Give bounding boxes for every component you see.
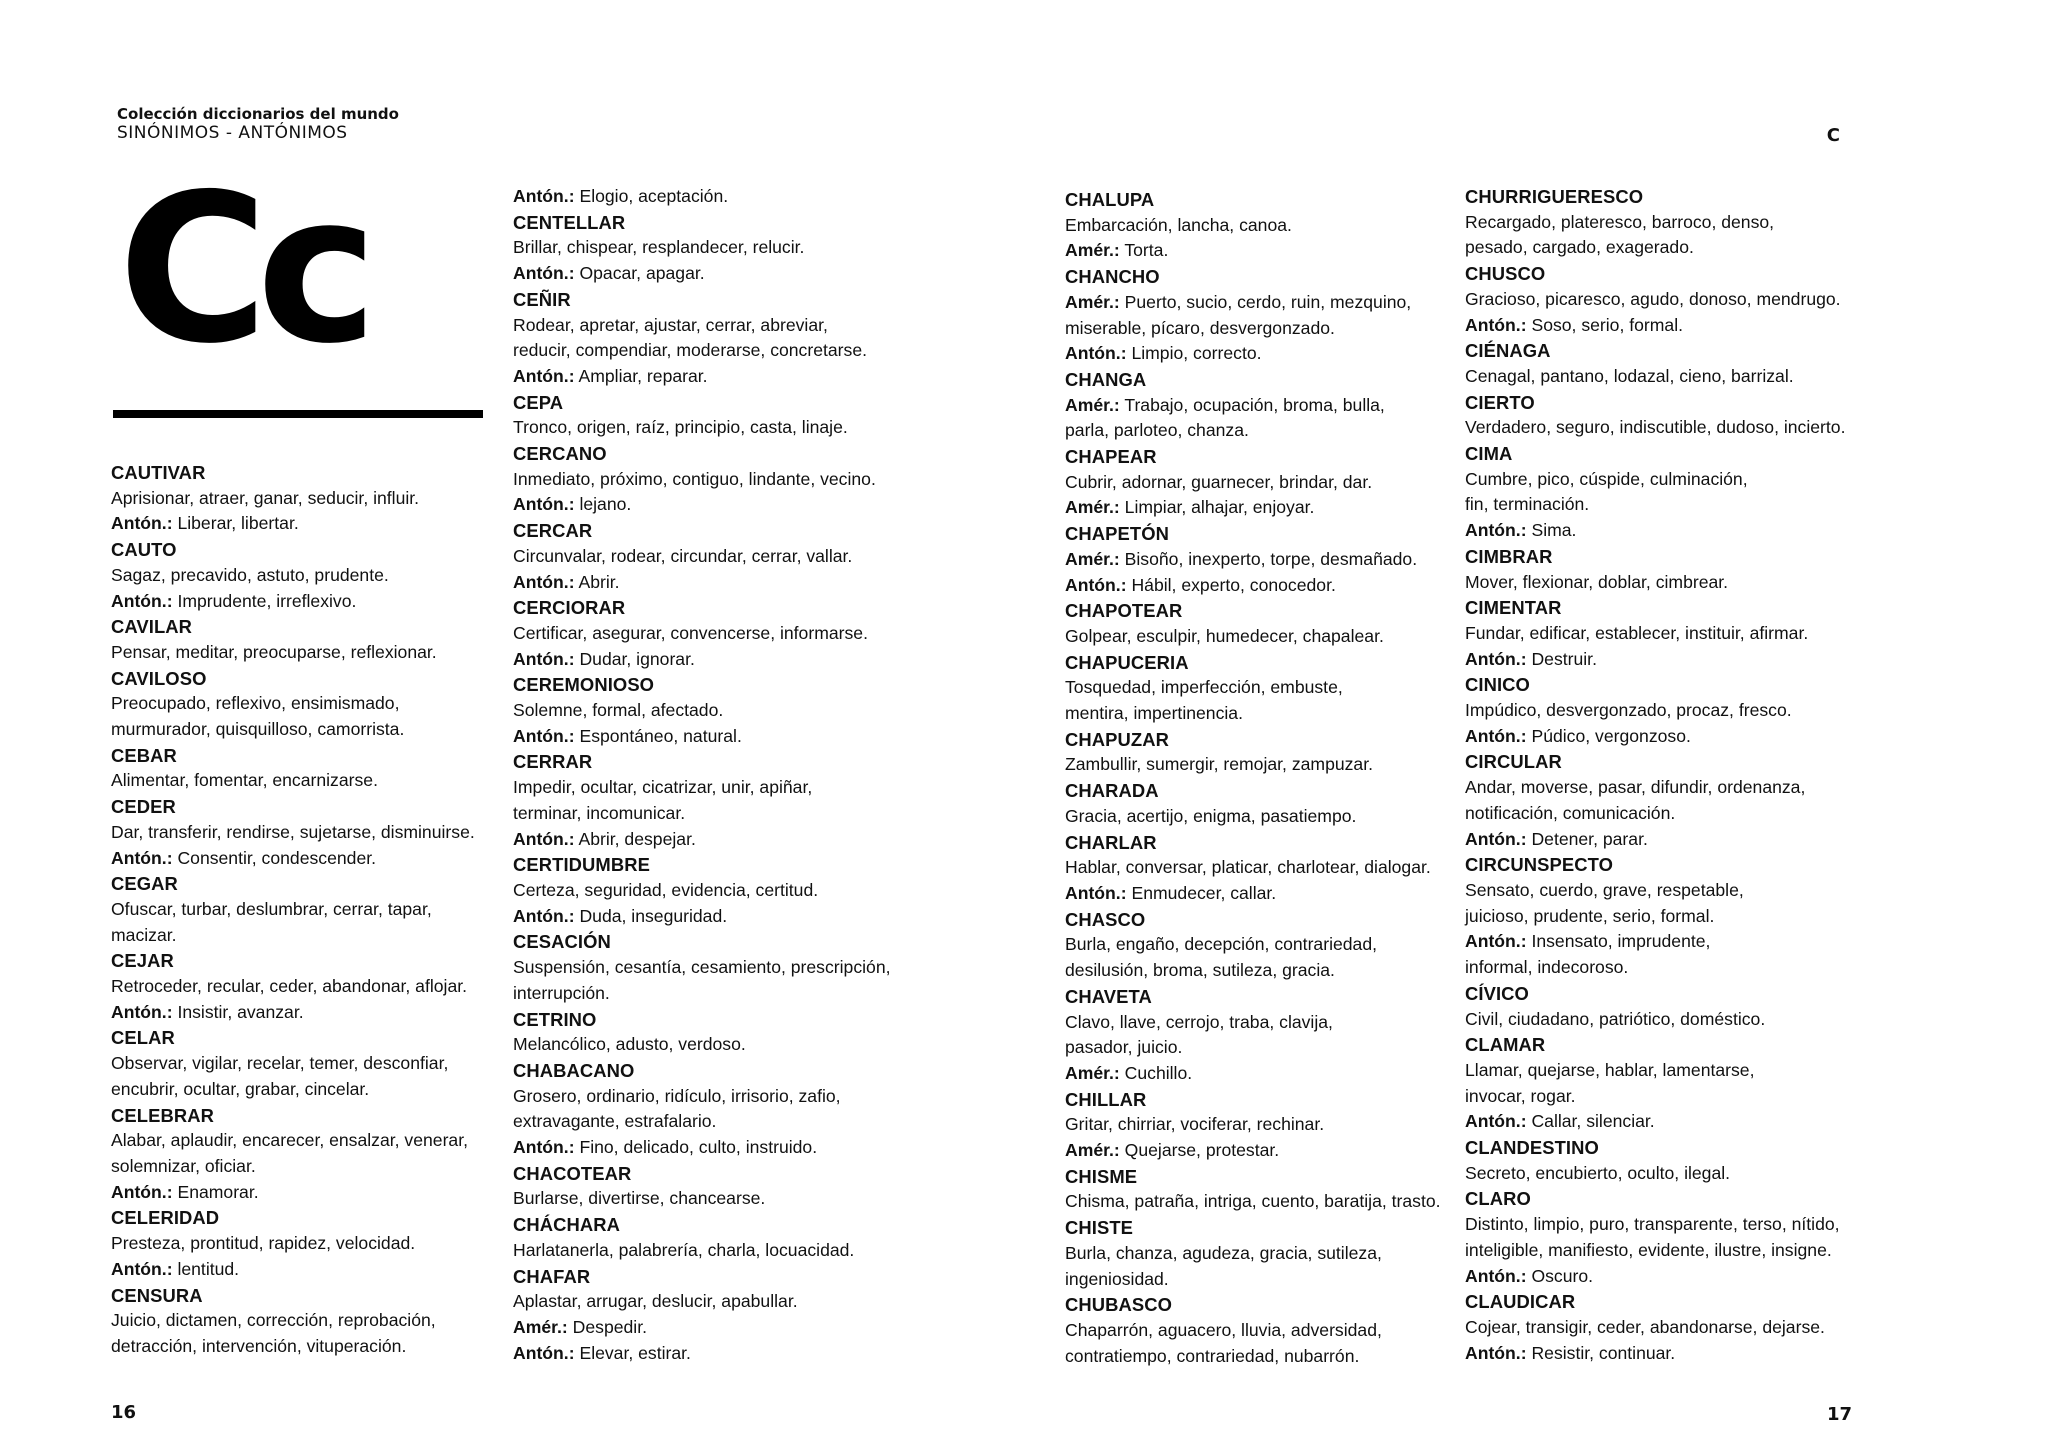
entry-definition: invocar, rogar. [1465,1085,1576,1106]
entry-headword: CERTIDUMBRE [513,854,650,876]
entry-label: Amér.: [1065,1062,1120,1083]
entry-label-line [1065,238,1441,264]
entry-definition: Mover, flexionar, doblar, cimbrear. [1465,571,1729,592]
section-letter: C [1826,125,1840,146]
entry-definition: Cubrir, adornar, guarnecer, brindar, dar. [1065,471,1373,492]
entry-headword: CINICO [1465,674,1530,696]
entry-definition: Cuchillo. [1124,1062,1193,1083]
entry-label: Antón.: [513,571,575,592]
entry-headword: CIRCUNSPECTO [1465,854,1614,876]
entry-definition: lentitud. [177,1258,240,1279]
entry-definition: Burla, chanza, agudeza, gracia, sutileza, [1065,1242,1382,1263]
entry-label: Antón.: [111,847,173,868]
entry-definition: reducir, compendiar, moderarse, concretarse. [513,340,867,361]
entry-definition: notificación, comunicación. [1465,802,1676,823]
entry-definition: Gracia, acertijo, enigma, pasatiempo. [1065,805,1357,826]
entry-definition: Circunvalar, rodear, circundar, cerrar, vallar. [513,545,853,566]
entry-definition: desilusión, broma, sutileza, gracia. [1065,960,1335,981]
entry-label: Antón.: [1465,1342,1527,1363]
entry-definition: Elogio, aceptación. [579,186,729,206]
entry-label: Antón.: [111,513,173,534]
entry-label: Antón.: [513,263,575,284]
column-4 [1465,184,1845,1366]
entry-definition: Recargado, plateresco, barroco, denso, [1465,211,1775,232]
entry-label-line [513,1135,891,1161]
entry-definition: Hablar, conversar, platicar, charlotear, dialogar. [1065,857,1431,878]
entry-label-line [1465,724,1845,750]
entry-headword: CEBAR [111,744,177,766]
entry-definition: Dar, transferir, rendirse, sujetarse, disminuirse. [111,821,475,842]
entry-headword: CHASCO [1065,908,1146,930]
entry-definition: Melancólico, adusto, verdoso. [513,1034,746,1055]
entry-label: Amér.: [1065,1140,1120,1161]
entry-definition: contratiempo, contrariedad, nubarrón. [1065,1345,1360,1366]
entry-definition: Burlarse, divertirse, chancearse. [513,1188,766,1209]
entry-definition: Insistir, avanzar. [177,1001,304,1022]
column-2 [513,184,891,1366]
entry-definition: pesado, cargado, exagerado. [1465,237,1694,258]
collection-name: Colección diccionarios del mundo [117,105,399,123]
entry-label: Antón.: [1465,931,1527,952]
entry-headword: CHAVETA [1065,985,1152,1007]
entry-definition: Impúdico, desvergonzado, procaz, fresco. [1465,700,1792,721]
entry-definition: Chisma, patraña, intriga, cuento, baratija, trasto. [1065,1191,1441,1212]
entry-headword: CIRCULAR [1465,751,1562,773]
entry-headword: CIMENTAR [1465,597,1562,619]
entry-definition: Certeza, seguridad, evidencia, certitud. [513,879,819,900]
entry-label-line [111,511,475,537]
entry-headword: CEGAR [111,873,178,895]
entry-headword: CENTELLAR [513,211,626,233]
entry-definition: murmurador, quisquilloso, camorrista. [111,719,405,740]
entry-headword: CHABACANO [513,1059,635,1081]
entry-definition: Cenagal, pantano, lodazal, cieno, barrizal. [1465,365,1794,386]
entry-definition: Ofuscar, turbar, deslumbrar, cerrar, tapar, [111,898,432,919]
entry-label: Antón.: [1465,1111,1527,1132]
entry-definition: Quejarse, protestar. [1124,1140,1280,1161]
entry-label: Amér.: [1065,497,1120,518]
entry-definition: Callar, silenciar. [1531,1111,1655,1132]
entry-label-line [111,1000,475,1026]
entry-definition: interrupción. [513,982,610,1003]
entry-label-line [513,492,891,518]
entry-label-line [513,364,891,390]
entry-definition: Consentir, condescender. [177,847,377,868]
entry-headword: CERCIORAR [513,597,626,619]
entry-label-line [1465,313,1845,339]
entry-definition: Dudar, ignorar. [579,648,695,669]
entry-headword: CAVILAR [111,616,193,638]
entry-headword: CHISTE [1065,1217,1134,1239]
entry-headword: CHAPUZAR [1065,728,1169,750]
entry-headword: CÍVICO [1465,982,1529,1004]
entry-definition: Secreto, encubierto, oculto, ilegal. [1465,1162,1731,1183]
entry-definition: Solemne, formal, afectado. [513,700,724,721]
entry-label: Antón.: [1465,1265,1527,1286]
entry-definition: Andar, moverse, pasar, difundir, ordenanza, [1465,777,1806,798]
entry-definition: Sensato, cuerdo, grave, respetable, [1465,879,1744,900]
entry-label-line [1065,881,1441,907]
entry-definition: mentira, impertinencia. [1065,703,1243,724]
entry-definition: Alabar, aplaudir, encarecer, ensalzar, venerar, [111,1130,468,1151]
entry-definition: Enmudecer, callar. [1131,882,1277,903]
entry-label: Antón.: [1465,520,1527,541]
entry-definition: inteligible, manifiesto, evidente, ilustre, insigne. [1465,1239,1832,1260]
entry-definition: Llamar, quejarse, hablar, lamentarse, [1465,1059,1755,1080]
entry-definition: Golpear, esculpir, humedecer, chapalear. [1065,625,1384,646]
entry-definition: Suspensión, cesantía, cesamiento, prescripción, [513,957,891,978]
entry-definition: Verdadero, seguro, indiscutible, dudoso, incierto. [1465,417,1846,438]
entry-headword: CAUTIVAR [111,462,206,483]
entry-definition: Burla, engaño, decepción, contrariedad, [1065,934,1378,955]
entry-definition: Brillar, chispear, resplandecer, relucir. [513,237,805,258]
entry-definition: Liberar, libertar. [177,513,299,534]
entry-label-line [111,846,475,872]
entry-headword: CERRAR [513,751,593,773]
entry-headword: CELEBRAR [111,1104,214,1126]
entry-definition: extravagante, estrafalario. [513,1111,717,1132]
entry-definition: Impedir, ocultar, cicatrizar, unir, apiñar, [513,777,813,798]
entry-label: Antón.: [513,905,575,926]
entry-headword: CENSURA [111,1284,203,1306]
entry-definition: Preocupado, reflexivo, ensimismado, [111,693,400,714]
entry-headword: CHALUPA [1065,189,1155,210]
entry-label: Amér.: [1065,240,1120,261]
entry-definition: Hábil, experto, conocedor. [1131,574,1336,595]
entry-definition: Elevar, estirar. [579,1342,691,1363]
entry-headword: CLAMAR [1465,1034,1546,1056]
entry-label-line [1465,518,1845,544]
entry-label-line [1065,573,1441,599]
entry-headword: CESACIÓN [513,931,611,953]
entry-headword: CHAPEAR [1065,446,1157,468]
entry-label: Antón.: [111,590,173,611]
book-title: SINÓNIMOS - ANTÓNIMOS [117,123,348,143]
entry-headword: CERCANO [513,443,607,465]
entry-definition: Sima. [1531,520,1577,541]
entry-label-line [513,570,891,596]
entry-definition: Observar, vigilar, recelar, temer, desconfiar, [111,1053,449,1074]
entry-headword: CIERTO [1465,391,1535,413]
entry-definition: Certificar, asegurar, convencerse, informarse. [513,622,868,643]
entry-label: Amér.: [1065,291,1120,312]
entry-label-line [1465,1109,1845,1135]
entry-label-line [1065,1138,1441,1164]
entry-headword: CHARLAR [1065,831,1157,853]
entry-definition: Destruir. [1531,648,1597,669]
entry-label-line [111,1257,475,1283]
entry-headword: CHARADA [1065,780,1159,802]
entry-definition: Retroceder, recular, ceder, abandonar, aflojar. [111,976,468,997]
entry-definition: macizar. [111,924,177,945]
entry-headword: CHANCHO [1065,266,1160,288]
entry-definition: lejano. [579,494,632,515]
entry-definition: Enamorar. [177,1181,259,1202]
entry-definition: Cumbre, pico, cúspide, culminación, [1465,468,1748,489]
entry-label-line [1065,495,1441,521]
entry-definition: pasador, juicio. [1065,1037,1183,1058]
entry-label: Amér.: [513,1316,568,1337]
entry-label-line [513,1315,891,1341]
entry-headword: CHAPOTEAR [1065,600,1183,622]
entry-definition: Sagaz, precavido, astuto, prudente. [111,564,389,585]
entry-definition: Chaparrón, aguacero, lluvia, adversidad, [1065,1319,1382,1340]
entry-definition: Limpiar, alhajar, enjoyar. [1124,497,1315,518]
entry-definition: Presteza, prontitud, rapidez, velocidad. [111,1233,416,1254]
entry-headword: CELERIDAD [111,1207,220,1229]
entry-definition: terminar, incomunicar. [513,802,686,823]
entry-label-line [1065,393,1441,419]
entry-label: Antón.: [1465,725,1527,746]
entry-definition: Cojear, transigir, ceder, abandonarse, dejarse. [1465,1316,1825,1337]
entry-definition: miserable, pícaro, desvergonzado. [1065,317,1335,338]
entry-definition: Tosquedad, imperfección, embuste, [1065,677,1343,698]
entry-label: Antón.: [513,186,575,206]
entry-headword: CEJAR [111,950,174,972]
entry-label: Antón.: [513,494,575,515]
page-number-right: 17 [1827,1404,1853,1425]
entry-definition: Soso, serio, formal. [1531,314,1684,335]
entry-definition: Torta. [1124,240,1169,261]
entry-definition: Limpio, correcto. [1131,343,1262,364]
entry-definition: detracción, intervención, vituperación. [111,1335,407,1356]
entry-headword: CHILLAR [1065,1088,1147,1110]
entry-headword: CHAPUCERIA [1065,651,1189,673]
entry-definition: Zambullir, sumergir, remojar, zampuzar. [1065,754,1373,775]
entry-label-line [513,184,891,210]
page-number-left: 16 [111,1402,137,1423]
entry-definition: Duda, inseguridad. [579,905,728,926]
entry-label-line [1465,1264,1845,1290]
entry-headword: CERCAR [513,520,593,542]
entry-label-line [1065,547,1441,573]
entry-definition: Oscuro. [1531,1265,1594,1286]
entry-label-line [513,647,891,673]
entry-definition: Rodear, apretar, ajustar, cerrar, abreviar, [513,314,828,335]
entry-label: Antón.: [1465,828,1527,849]
column-1 [111,460,475,1360]
entry-label-line [1065,341,1441,367]
entry-definition: Pensar, meditar, preocuparse, reflexionar. [111,641,437,662]
entry-headword: CEREMONIOSO [513,674,655,696]
entry-definition: fin, terminación. [1465,494,1590,515]
entry-label: Antón.: [111,1181,173,1202]
entry-label-line [111,1180,475,1206]
entry-definition: Embarcación, lancha, canoa. [1065,214,1292,235]
entry-definition: Púdico, vergonzoso. [1531,725,1691,746]
entry-label-line [513,904,891,930]
entry-definition: Abrir, despejar. [578,828,696,849]
entry-label: Antón.: [513,648,575,669]
entry-label-line [1465,827,1845,853]
section-divider [113,410,483,418]
book-header [117,105,399,143]
entry-label: Antón.: [513,1137,575,1158]
entry-headword: CHACOTEAR [513,1162,632,1184]
entry-definition: Civil, ciudadano, patriótico, doméstico. [1465,1008,1766,1029]
entry-headword: CHAFAR [513,1265,591,1287]
entry-label: Amér.: [1065,548,1120,569]
entry-headword: CHANGA [1065,368,1147,390]
entry-label: Antón.: [513,365,575,386]
entry-label-line [513,1341,891,1367]
entry-definition: Opacar, apagar. [579,263,705,284]
entry-label: Antón.: [111,1001,173,1022]
entry-definition: Harlatanerla, palabrería, charla, locuacidad. [513,1239,855,1260]
entry-headword: CETRINO [513,1008,597,1030]
entry-headword: CLARO [1465,1188,1531,1210]
entry-definition: Inmediato, próximo, contiguo, lindante, vecino. [513,468,876,489]
entry-headword: CIMA [1465,443,1513,465]
entry-definition: Ampliar, reparar. [578,365,708,386]
entry-definition: Gritar, chirriar, vociferar, rechinar. [1065,1114,1325,1135]
entry-label-line [513,261,891,287]
entry-label: Antón.: [1065,574,1127,595]
entry-definition: solemnizar, oficiar. [111,1155,256,1176]
entry-headword: CIMBRAR [1465,545,1553,567]
entry-label: Antón.: [1465,648,1527,669]
entry-headword: CHURRIGUERESCO [1465,186,1644,207]
entry-headword: CEÑIR [513,288,571,310]
entry-label: Antón.: [513,828,575,849]
entry-headword: CAUTO [111,539,177,561]
entry-definition: Espontáneo, natural. [579,725,742,746]
entry-headword: CAVILOSO [111,667,207,689]
entry-definition: Grosero, ordinario, ridículo, irrisorio, zafio, [513,1085,841,1106]
entry-headword: CEPA [513,391,564,413]
entry-definition: Alimentar, fomentar, encarnizarse. [111,770,378,791]
entry-label-line [513,724,891,750]
entry-headword: CELAR [111,1027,175,1049]
entry-definition: ingeniosidad. [1065,1268,1169,1289]
entry-label-line [1065,1061,1441,1087]
column-3 [1065,187,1441,1369]
entry-headword: CHÁCHARA [513,1214,621,1236]
entry-definition: Aplastar, arrugar, deslucir, apabullar. [513,1291,798,1312]
entry-definition: Resistir, continuar. [1531,1342,1676,1363]
entry-label-line [513,827,891,853]
entry-headword: CHUSCO [1465,263,1546,285]
entry-definition: parla, parloteo, chanza. [1065,420,1249,441]
entry-label-line [1065,290,1441,316]
entry-definition: Abrir. [578,571,620,592]
entry-headword: CEDER [111,796,176,818]
entry-definition: Fundar, edificar, establecer, instituir, afirmar. [1465,622,1809,643]
entry-definition: Imprudente, irreflexivo. [177,590,357,611]
entry-label-line [1465,1341,1845,1367]
entry-label: Antón.: [111,1258,173,1279]
entry-definition: Bisoño, inexperto, torpe, desmañado. [1124,548,1418,569]
entry-definition: Juicio, dictamen, corrección, reprobación, [111,1310,436,1331]
entry-label: Antón.: [513,1342,575,1363]
entry-definition: Despedir. [572,1316,647,1337]
entry-definition: Clavo, llave, cerrojo, traba, clavija, [1065,1011,1333,1032]
entry-definition: Insensato, imprudente, [1531,931,1711,952]
entry-definition: Detener, parar. [1531,828,1648,849]
entry-definition: Puerto, sucio, cerdo, ruin, mezquino, [1124,291,1412,312]
entry-label: Antón.: [1465,314,1527,335]
entry-headword: CHAPETÓN [1065,523,1169,545]
entry-definition: Tronco, origen, raíz, principio, casta, linaje. [513,417,848,438]
entry-headword: CHISME [1065,1165,1138,1187]
entry-label: Antón.: [1065,882,1127,903]
entry-headword: CIÉNAGA [1465,340,1551,362]
entry-label: Antón.: [513,725,575,746]
entry-definition: Trabajo, ocupación, broma, bulla, [1124,394,1385,415]
entry-headword: CLANDESTINO [1465,1137,1599,1159]
entry-definition: Aprisionar, atraer, ganar, seducir, influir. [111,487,420,508]
entry-label-line [111,589,475,615]
section-initial-letters: Cc [118,151,366,389]
entry-label-line [1465,647,1845,673]
entry-headword: CHUBASCO [1065,1294,1173,1316]
entry-headword: CLAUDICAR [1465,1291,1576,1313]
entry-definition: Gracioso, picaresco, agudo, donoso, mendrugo. [1465,288,1841,309]
entry-label: Antón.: [1065,343,1127,364]
entry-definition: informal, indecoroso. [1465,957,1629,978]
entry-label-line [1465,929,1845,955]
entry-definition: Distinto, limpio, puro, transparente, terso, nítido, [1465,1214,1840,1235]
entry-definition: encubrir, ocultar, grabar, cincelar. [111,1078,370,1099]
entry-definition: Fino, delicado, culto, instruido. [579,1137,818,1158]
entry-label: Amér.: [1065,394,1120,415]
entry-definition: juicioso, prudente, serio, formal. [1465,905,1715,926]
